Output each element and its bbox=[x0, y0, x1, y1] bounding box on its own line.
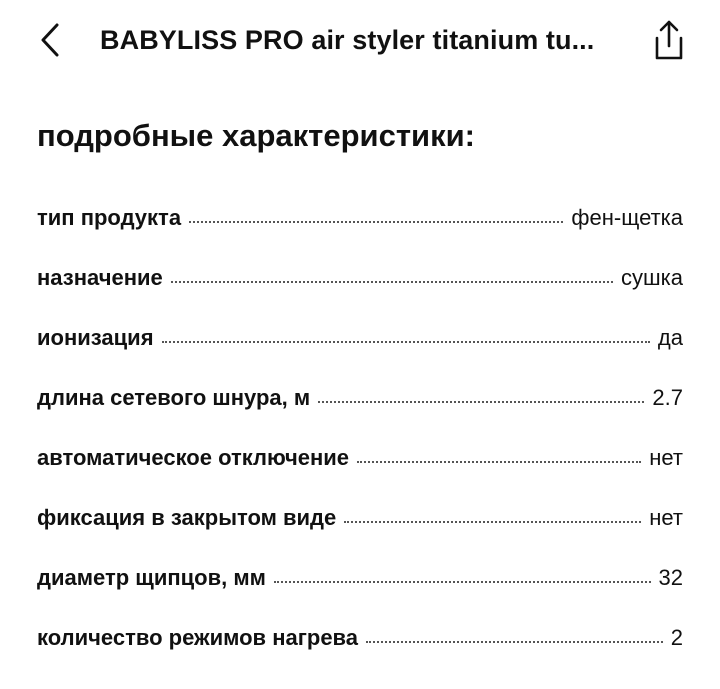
dotted-leader bbox=[344, 521, 641, 523]
dotted-leader bbox=[357, 461, 641, 463]
spec-row bbox=[37, 369, 683, 429]
spec-name: длина сетевого шнура, м bbox=[37, 385, 311, 410]
spec-name: тип продукта bbox=[37, 205, 182, 230]
dotted-leader bbox=[162, 341, 650, 343]
spec-value: да bbox=[657, 325, 683, 350]
spec-value: 2 bbox=[670, 625, 683, 650]
spec-name: количество режимов нагрева bbox=[37, 625, 359, 650]
spec-row bbox=[37, 309, 683, 369]
chevron-left-icon bbox=[39, 22, 61, 58]
spec-name: назначение bbox=[37, 265, 163, 290]
spec-value: 2.7 bbox=[652, 385, 683, 410]
spec-row bbox=[37, 189, 683, 249]
dotted-leader bbox=[171, 281, 613, 283]
spec-name: диаметр щипцов, мм bbox=[37, 565, 266, 590]
spec-value: сушка bbox=[621, 265, 683, 290]
spec-value: 32 bbox=[658, 565, 683, 590]
spec-row bbox=[37, 549, 683, 609]
section-title: подробные характеристики: bbox=[37, 118, 475, 153]
share-button[interactable] bbox=[646, 16, 692, 64]
specs-list bbox=[37, 189, 683, 669]
page-title: BABYLISS PRO air styler titanium tu... bbox=[100, 25, 595, 55]
back-button[interactable] bbox=[30, 20, 70, 60]
spec-name: автоматическое отключение bbox=[37, 445, 350, 470]
dotted-leader bbox=[366, 641, 663, 643]
spec-value: фен-щетка bbox=[571, 205, 683, 230]
spec-value: нет bbox=[649, 505, 683, 530]
dotted-leader bbox=[318, 401, 644, 403]
spec-value: нет bbox=[649, 445, 683, 470]
spec-name: ионизация bbox=[37, 325, 154, 350]
spec-row bbox=[37, 249, 683, 309]
spec-row bbox=[37, 429, 683, 489]
spec-row bbox=[37, 609, 683, 669]
spec-name: фиксация в закрытом виде bbox=[37, 505, 337, 530]
dotted-leader bbox=[189, 221, 563, 223]
dotted-leader bbox=[274, 581, 651, 583]
share-icon bbox=[649, 18, 689, 62]
spec-row bbox=[37, 489, 683, 549]
top-bar bbox=[0, 0, 720, 84]
